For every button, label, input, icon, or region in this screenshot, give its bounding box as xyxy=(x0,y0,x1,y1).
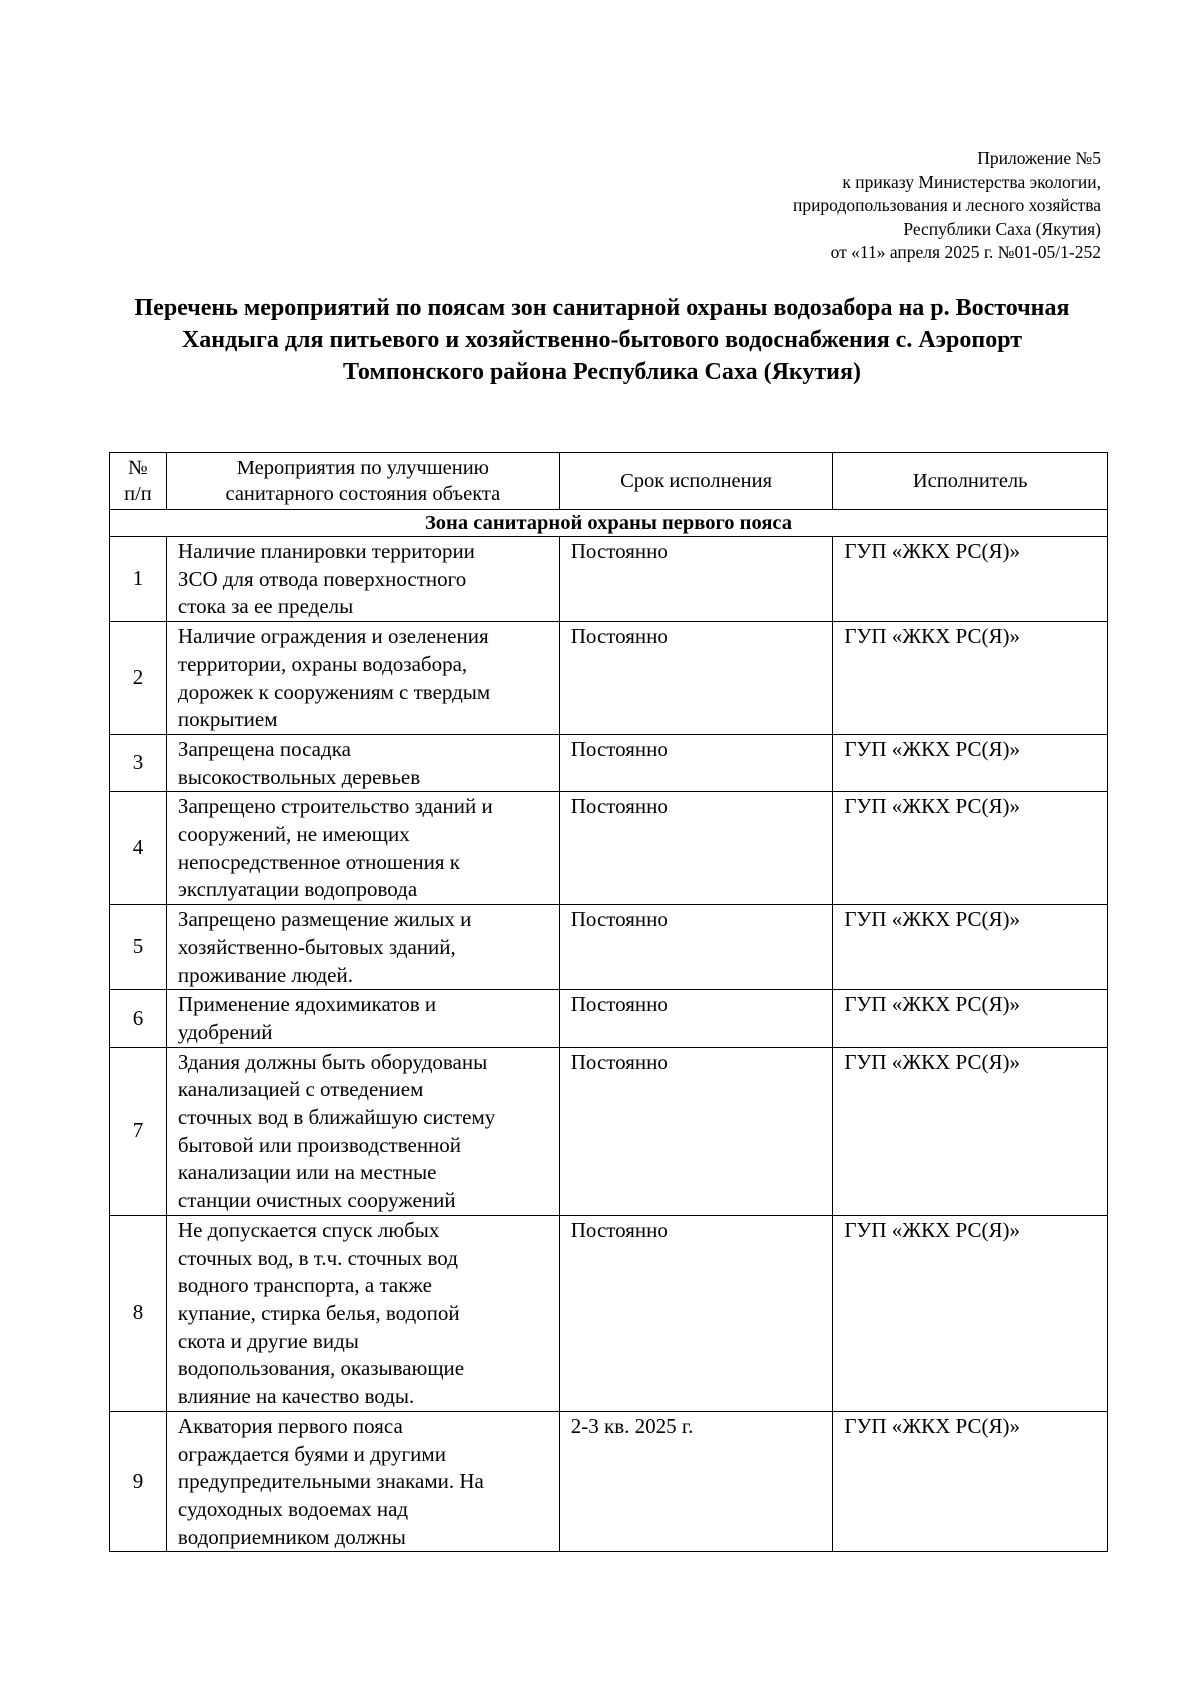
measure-line: Акватория первого пояса xyxy=(177,1413,403,1438)
measure-line: Запрещено размещение жилых и xyxy=(177,907,472,932)
measure-line: Запрещено строительство зданий и xyxy=(177,794,493,819)
row-deadline: Постоянно xyxy=(559,792,833,905)
measure-line: территории, охраны водозабора, xyxy=(177,651,468,676)
header-measure-line2: санитарного состояния объекта xyxy=(225,483,501,505)
row-deadline: Постоянно xyxy=(559,990,833,1047)
appendix-line: Приложение №5 xyxy=(977,148,1101,168)
measure-line: водного транспорта, а также xyxy=(177,1273,432,1298)
row-number: 1 xyxy=(110,537,167,622)
appendix-block xyxy=(793,147,1101,265)
measure-line: скота и другие виды xyxy=(177,1328,359,1353)
measure-line: сооружений, не имеющих xyxy=(177,822,410,847)
row-measure xyxy=(166,1215,559,1411)
measure-line: канализации или на местные xyxy=(177,1160,437,1185)
row-measure xyxy=(166,1411,559,1552)
measure-line: удобрений xyxy=(177,1019,273,1044)
row-number: 5 xyxy=(110,905,167,990)
table-row xyxy=(110,734,1108,791)
measure-line: Здания должны быть оборудованы xyxy=(177,1049,488,1074)
measure-line: хозяйственно-бытовых зданий, xyxy=(177,934,456,959)
measure-line: предупредительными знаками. На xyxy=(177,1469,484,1494)
measure-line: водоприемником должны xyxy=(177,1524,406,1549)
appendix-line: к приказу Министерства экологии, xyxy=(842,171,1101,192)
row-executor: ГУП «ЖКХ РС(Я)» xyxy=(833,792,1108,905)
measure-line: непосредственное отношения к xyxy=(177,849,460,874)
measure-line: бытовой или производственной xyxy=(177,1132,462,1157)
table-row xyxy=(110,1215,1108,1411)
row-measure xyxy=(166,792,559,905)
table-row xyxy=(110,792,1108,905)
header-num-line1: № xyxy=(128,457,148,479)
measure-line: Наличие планировки территории xyxy=(177,539,475,563)
header-executor: Исполнитель xyxy=(833,453,1108,510)
measures-table xyxy=(109,452,1108,1552)
row-number: 4 xyxy=(110,792,167,905)
measure-line: высокоствольных деревьев xyxy=(177,764,421,789)
row-number: 8 xyxy=(110,1215,167,1411)
measure-line: Запрещена посадка xyxy=(177,736,351,761)
row-deadline: Постоянно xyxy=(559,1047,833,1215)
row-deadline: Постоянно xyxy=(559,1215,833,1411)
measure-line: Наличие ограждения и озеленения xyxy=(177,624,489,649)
row-measure xyxy=(166,990,559,1047)
table-row xyxy=(110,1047,1108,1215)
measure-line: проживание людей. xyxy=(177,962,353,987)
row-measure xyxy=(166,1047,559,1215)
header-deadline: Срок исполнения xyxy=(559,453,833,510)
row-deadline: Постоянно xyxy=(559,734,833,791)
measure-line: покрытием xyxy=(177,707,278,732)
row-deadline: Постоянно xyxy=(559,537,833,622)
row-executor: ГУП «ЖКХ РС(Я)» xyxy=(833,1411,1108,1552)
table-row xyxy=(110,537,1108,622)
row-number: 3 xyxy=(110,734,167,791)
row-measure xyxy=(166,905,559,990)
measure-line: Не допускается спуск любых xyxy=(177,1217,440,1242)
row-executor: ГУП «ЖКХ РС(Я)» xyxy=(833,537,1108,622)
measure-line: водопользования, оказывающие xyxy=(177,1356,465,1381)
zone-title: Зона санитарной охраны первого пояса xyxy=(110,510,1108,537)
appendix-line: Республики Саха (Якутия) xyxy=(903,218,1101,239)
table-row xyxy=(110,622,1108,735)
measure-line: ЗСО для отвода поверхностного xyxy=(177,566,467,591)
header-num-line2: п/п xyxy=(124,483,152,505)
header-measure xyxy=(166,453,559,510)
measure-line: сточных вод, в т.ч. сточных вод xyxy=(177,1245,458,1270)
row-executor: ГУП «ЖКХ РС(Я)» xyxy=(833,734,1108,791)
row-executor: ГУП «ЖКХ РС(Я)» xyxy=(833,905,1108,990)
measure-line: сточных вод в ближайшую систему xyxy=(177,1105,496,1130)
measure-line: эксплуатации водопровода xyxy=(177,877,418,902)
row-executor: ГУП «ЖКХ РС(Я)» xyxy=(833,1215,1108,1411)
measure-line: канализацией с отведением xyxy=(177,1077,424,1102)
row-measure xyxy=(166,622,559,735)
row-deadline: Постоянно xyxy=(559,622,833,735)
row-number: 7 xyxy=(110,1047,167,1215)
row-number: 2 xyxy=(110,622,167,735)
measure-line: Применение ядохимикатов и xyxy=(177,992,437,1017)
table-row xyxy=(110,990,1108,1047)
table-header-row xyxy=(110,453,1108,510)
row-number: 9 xyxy=(110,1411,167,1552)
appendix-line: природопользования и лесного хозяйства xyxy=(792,195,1101,215)
measure-line: судоходных водоемах над xyxy=(177,1496,409,1521)
row-measure xyxy=(166,734,559,791)
row-executor: ГУП «ЖКХ РС(Я)» xyxy=(833,622,1108,735)
table-row xyxy=(110,1411,1108,1552)
table-body xyxy=(110,510,1108,1552)
row-executor: ГУП «ЖКХ РС(Я)» xyxy=(833,1047,1108,1215)
row-deadline: Постоянно xyxy=(559,905,833,990)
row-executor: ГУП «ЖКХ РС(Я)» xyxy=(833,990,1108,1047)
header-measure-line1: Мероприятия по улучшению xyxy=(236,457,489,479)
table-row xyxy=(110,905,1108,990)
measure-line: ограждается буями и другими xyxy=(177,1441,446,1466)
measure-line: дорожек к сооружениям с твердым xyxy=(177,679,491,704)
zone-row xyxy=(110,510,1108,537)
measure-line: станции очистных сооружений xyxy=(177,1188,456,1213)
measure-line: влияние на качество воды. xyxy=(177,1384,415,1409)
row-measure xyxy=(166,537,559,622)
row-number: 6 xyxy=(110,990,167,1047)
document-title: Перечень мероприятий по поясам зон санитарной охраны водозабора на р. Восточная Хандыга для питьевого и хозяйственно-бытового водоснабжения с. Аэропорт Томпонского района Республика Саха (Якутия) xyxy=(134,295,1070,385)
header-num xyxy=(110,453,167,510)
row-deadline: 2-3 кв. 2025 г. xyxy=(559,1411,833,1552)
measure-line: купание, стирка белья, водопой xyxy=(177,1300,460,1325)
appendix-line: от «11» апреля 2025 г. №01-05/1-252 xyxy=(830,242,1101,262)
measure-line: стока за ее пределы xyxy=(177,594,354,619)
